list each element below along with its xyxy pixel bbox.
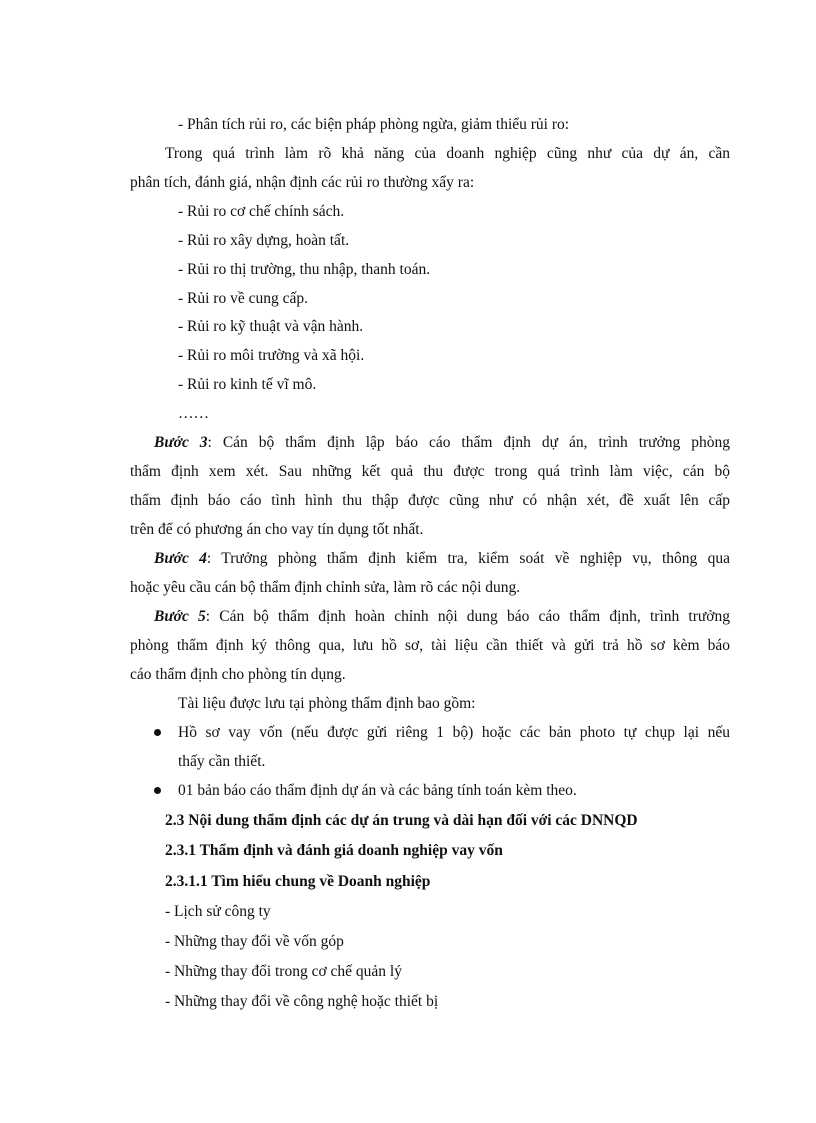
- bullet-dot-icon: [154, 729, 161, 736]
- company-item: - Những thay đổi về vốn góp: [165, 933, 344, 950]
- step5-text: : Cán bộ thẩm định hoàn chỉnh nội dung báo cáo thẩm định, trình trưởng: [205, 608, 730, 625]
- risk-item: - Rủi ro về cung cấp.: [178, 290, 308, 307]
- risk-heading: - Phân tích rủi ro, các biện pháp phòng ngừa, giảm thiểu rủi ro:: [178, 116, 570, 133]
- risk-item: - Rủi ro cơ chế chính sách.: [178, 203, 345, 220]
- step3-label: Bước 3: [154, 434, 208, 451]
- step3-line1: [154, 428, 730, 457]
- step3-line2: thẩm định xem xét. Sau những kết quả thu được trong quá trình làm việc, cán bộ: [130, 463, 730, 480]
- step3-line4: trên để có phương án cho vay tín dụng tốt nhất.: [130, 521, 424, 538]
- risk-item: - Rủi ro môi trường và xã hội.: [178, 347, 365, 364]
- section-2-3-heading: 2.3 Nội dung thẩm định các dự án trung và dài hạn đối với các DNNQD: [165, 812, 638, 829]
- risk-item: - Rủi ro kỹ thuật và vận hành.: [178, 318, 364, 335]
- bullet-dot-icon: [154, 787, 161, 794]
- step4-text: : Trưởng phòng thẩm định kiểm tra, kiểm soát về nghiệp vụ, thông qua: [206, 550, 730, 567]
- step5-line3: cáo thẩm định cho phòng tín dụng.: [130, 666, 346, 683]
- company-item: - Những thay đổi trong cơ chế quản lý: [165, 963, 402, 980]
- step3-text: : Cán bộ thẩm định lập báo cáo thẩm định dự án, trình trưởng phòng: [207, 434, 730, 451]
- step4-line2: hoặc yêu cầu cán bộ thẩm định chỉnh sửa, làm rõ các nội dung.: [130, 579, 521, 596]
- risk-item: - Rủi ro thị trường, thu nhập, thanh toán.: [178, 261, 431, 278]
- documents-intro: Tài liệu được lưu tại phòng thẩm định bao gồm:: [178, 695, 476, 712]
- risk-item: - Rủi ro xây dựng, hoàn tất.: [178, 232, 350, 249]
- documents-bullet1-line1: Hồ sơ vay vốn (nếu được gửi riêng 1 bộ) hoặc các bản photo tự chụp lại nếu: [178, 724, 730, 741]
- step4-label: Bước 4: [154, 550, 207, 567]
- documents-bullet1-line2: thấy cần thiết.: [178, 753, 266, 770]
- step4-line1: [154, 544, 730, 573]
- company-item: - Những thay đổi về công nghệ hoặc thiết bị: [165, 993, 439, 1010]
- company-item: - Lịch sử công ty: [165, 903, 271, 920]
- section-2-3-1-heading: 2.3.1 Thẩm định và đánh giá doanh nghiệp vay vốn: [165, 842, 503, 859]
- step5-line1: [154, 602, 730, 631]
- documents-bullet2: 01 bản báo cáo thẩm định dự án và các bảng tính toán kèm theo.: [178, 782, 577, 799]
- risk-ellipsis: ……: [178, 405, 209, 422]
- step5-label: Bước 5: [154, 608, 206, 625]
- step5-line2: phòng thẩm định ký thông qua, lưu hồ sơ, tài liệu cần thiết và gửi trả hồ sơ kèm báo: [130, 637, 730, 654]
- risk-intro-line1: Trong quá trình làm rõ khả năng của doanh nghiệp cũng như của dự án, cần: [165, 145, 730, 162]
- risk-item: - Rủi ro kinh tế vĩ mô.: [178, 376, 317, 393]
- risk-intro-line2: phân tích, đánh giá, nhận định các rủi ro thường xẩy ra:: [130, 174, 475, 191]
- step3-line3: thẩm định báo cáo tình hình thu thập được cũng như có nhận xét, đề xuất lên cấp: [130, 492, 730, 509]
- section-2-3-1-1-heading: 2.3.1.1 Tìm hiểu chung về Doanh nghiệp: [165, 873, 431, 890]
